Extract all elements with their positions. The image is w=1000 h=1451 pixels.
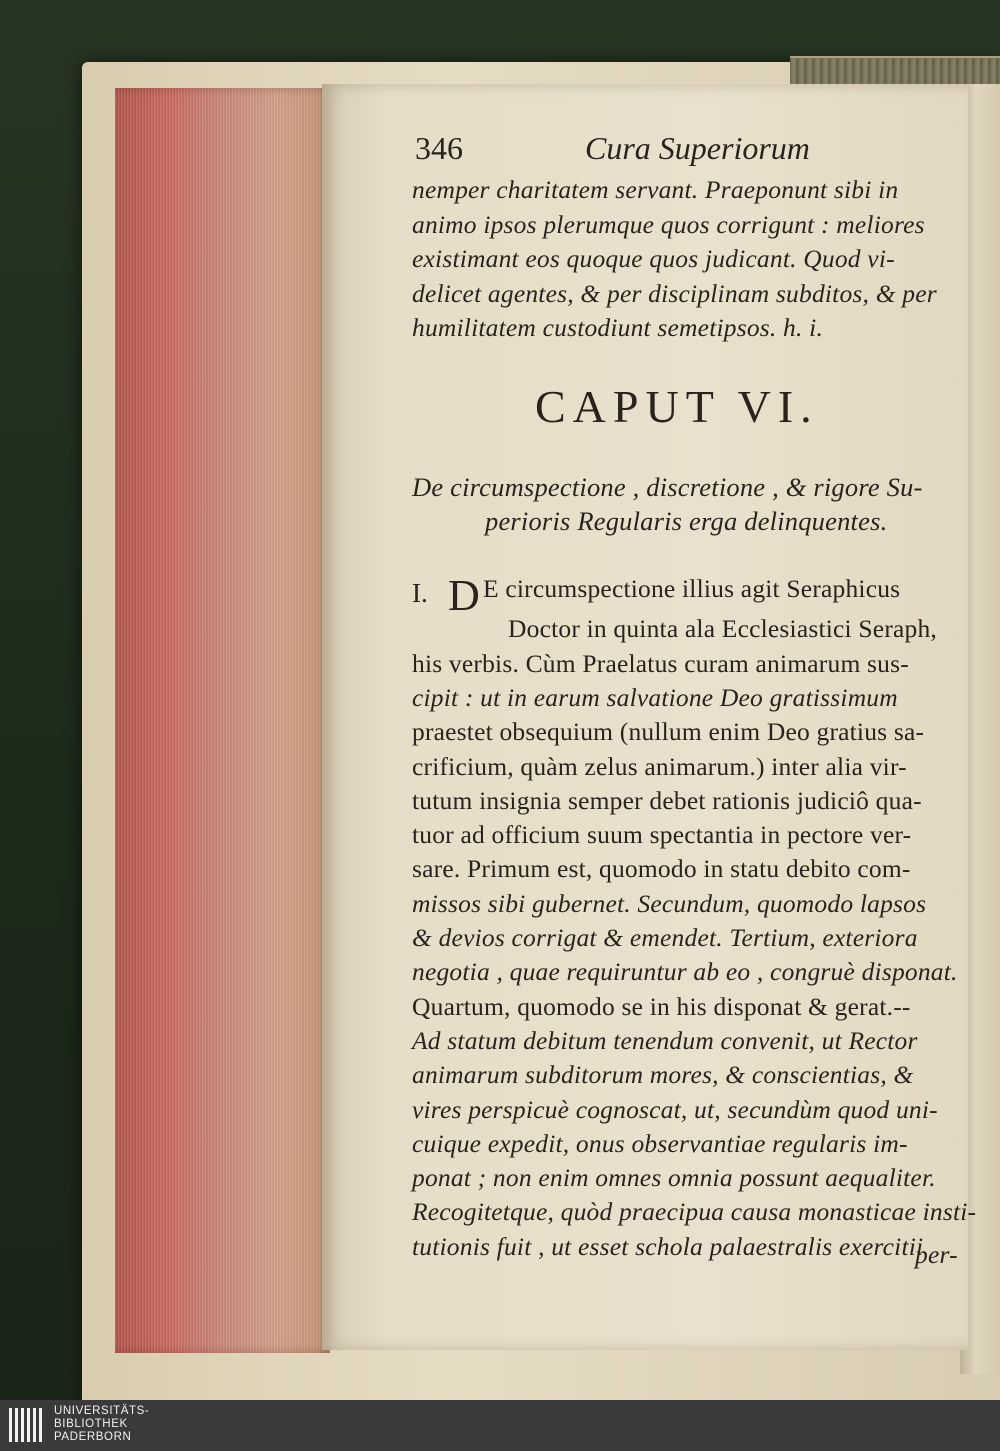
text-line: tuor ad officium suum spectantia in pectore ver- <box>412 820 912 849</box>
text-line: cipit : ut in earum salvatione Deo gratissimum <box>412 683 898 712</box>
text-line: delicet agentes, & per disciplinam subditos, & per <box>412 279 937 308</box>
library-footer <box>0 1400 1000 1451</box>
library-name-line: PADERBORN <box>54 1431 132 1443</box>
text-line: existimant eos quoque quos judicant. Quod vi- <box>412 244 895 273</box>
library-name <box>54 1405 149 1444</box>
drop-cap: D <box>448 571 480 620</box>
chapter-subtitle: De circumspectione , discretione , & rigore Su- <box>412 472 923 502</box>
text-line: Ad statum debitum tenendum convenit, ut Rector <box>412 1026 918 1055</box>
page-edges <box>115 88 330 1353</box>
text-line: crificium, quàm zelus animarum.) inter alia vir- <box>412 752 907 781</box>
text-line: Quartum, quomodo se in his disponat & gerat.-- <box>412 992 911 1021</box>
text-line: & devios corrigat & emendet. Tertium, exteriora <box>412 923 918 952</box>
page-number: 346 <box>415 130 463 166</box>
text-line: nemper charitatem servant. Praeponunt sibi in <box>412 175 899 204</box>
text-line: animo ipsos plerumque quos corrigunt : meliores <box>412 210 925 239</box>
library-logo-icon <box>8 1406 44 1444</box>
library-name-line: UNIVERSITÄTS- <box>54 1405 150 1417</box>
text-line: vires perspicuè cognoscat, ut, secundùm quod uni- <box>412 1095 938 1124</box>
text-line: praestet obsequium (nullum enim Deo gratius sa- <box>412 717 925 746</box>
paragraph-number: I. <box>412 578 428 608</box>
text-line: Doctor in quinta ala Ecclesiastici Seraph, <box>508 614 938 643</box>
text-line: tutum insignia semper debet rationis judiciô qua- <box>412 786 922 815</box>
text-line: tutionis fuit , ut esset schola palaestralis exercitii <box>412 1232 924 1261</box>
text-line: ponat ; non enim omnes omnia possunt aequaliter. <box>412 1163 936 1192</box>
text-line: negotia , quae requiruntur ab eo , congruè disponat. <box>412 957 958 986</box>
text-line: missos sibi gubernet. Secundum, quomodo lapsos <box>412 889 927 918</box>
catchword: per- <box>915 1240 958 1269</box>
text-line: his verbis. Cùm Praelatus curam animarum sus- <box>412 649 909 678</box>
chapter-subtitle: perioris Regularis erga delinquentes. <box>485 506 888 536</box>
text-line: humilitatem custodiunt semetipsos. h. i. <box>412 313 824 342</box>
running-title: Cura Superiorum <box>585 130 810 166</box>
text-line: sare. Primum est, quomodo in statu debito com- <box>412 854 911 883</box>
library-name-line: BIBLIOTHEK <box>54 1418 128 1430</box>
chapter-heading: CAPUT VI. <box>535 381 819 432</box>
text-line: Recogitetque, quòd praecipua causa monasticae insti- <box>412 1197 977 1226</box>
text-line: E circumspectione illius agit Seraphicus <box>483 574 901 603</box>
text-line: animarum subditorum mores, & conscientias, & <box>412 1060 914 1089</box>
text-line: cuique expedit, onus observantiae regularis im- <box>412 1129 908 1158</box>
